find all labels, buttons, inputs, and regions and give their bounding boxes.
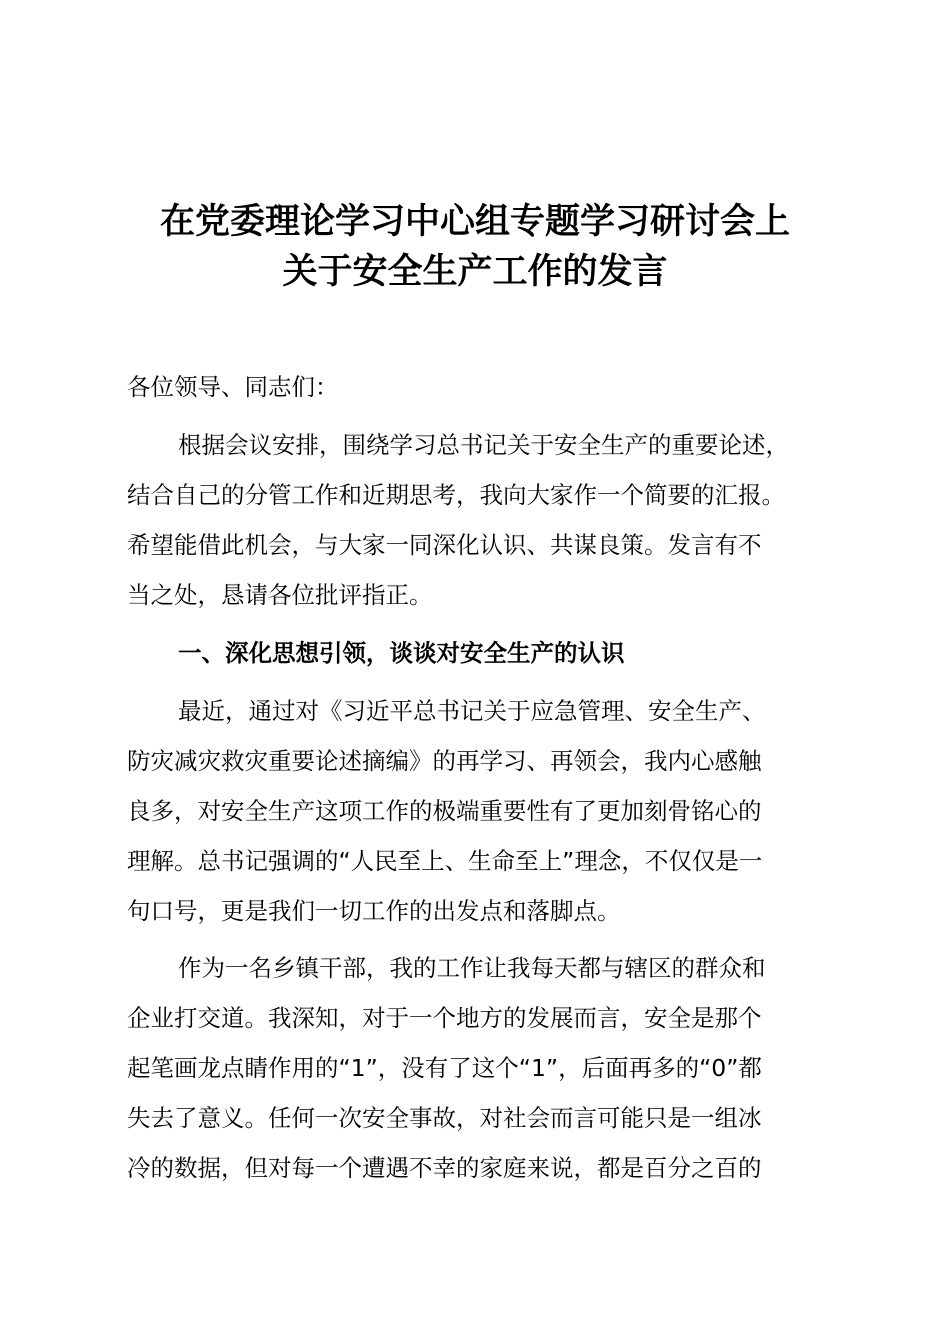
paragraph-3-line-5: 冷的数据，但对每一个遭遇不幸的家庭来说，都是百分之百的	[127, 1154, 762, 1182]
paragraph-2-line-3: 良多，对安全生产这项工作的极端重要性有了更加刻骨铭心的	[127, 797, 762, 825]
document-title-line-1: 在党委理论学习中心组专题学习研讨会上	[159, 202, 790, 242]
paragraph-2-line-5: 句口号，更是我们一切工作的出发点和落脚点。	[127, 897, 621, 925]
paragraph-1-line-1: 根据会议安排，围绕学习总书记关于安全生产的重要论述，	[178, 431, 789, 459]
paragraph-1-line-3: 希望能借此机会，与大家一同深化认识、共谋良策。发言有不	[127, 531, 762, 559]
paragraph-2-line-1: 最近，通过对《习近平总书记关于应急管理、安全生产、	[178, 697, 766, 725]
paragraph-3-line-2: 企业打交道。我深知，对于一个地方的发展而言，安全是那个	[127, 1004, 762, 1032]
document-title-line-2: 关于安全生产工作的发言	[282, 252, 668, 292]
paragraph-3-line-4: 失去了意义。任何一次安全事故，对社会而言可能只是一组冰	[127, 1104, 762, 1132]
paragraph-2-line-2: 防灾减灾救灾重要论述摘编》的再学习、再领会，我内心感触	[127, 747, 762, 775]
paragraph-1-line-2: 结合自己的分管工作和近期思考，我向大家作一个简要的汇报。	[127, 481, 785, 509]
paragraph-1-line-4: 当之处，恳请各位批评指正。	[127, 581, 433, 609]
paragraph-2-line-4: 理解。总书记强调的“人民至上、生命至上”理念，不仅仅是一	[127, 847, 763, 875]
paragraph-3-line-1: 作为一名乡镇干部，我的工作让我每天都与辖区的群众和	[178, 954, 766, 982]
paragraph-3-line-3: 起笔画龙点睛作用的“1”，没有了这个“1”，后面再多的“0”都	[127, 1054, 762, 1082]
salutation: 各位领导、同志们：	[127, 373, 339, 401]
section-heading-1: 一、深化思想引领，谈谈对安全生产的认识	[178, 639, 625, 667]
